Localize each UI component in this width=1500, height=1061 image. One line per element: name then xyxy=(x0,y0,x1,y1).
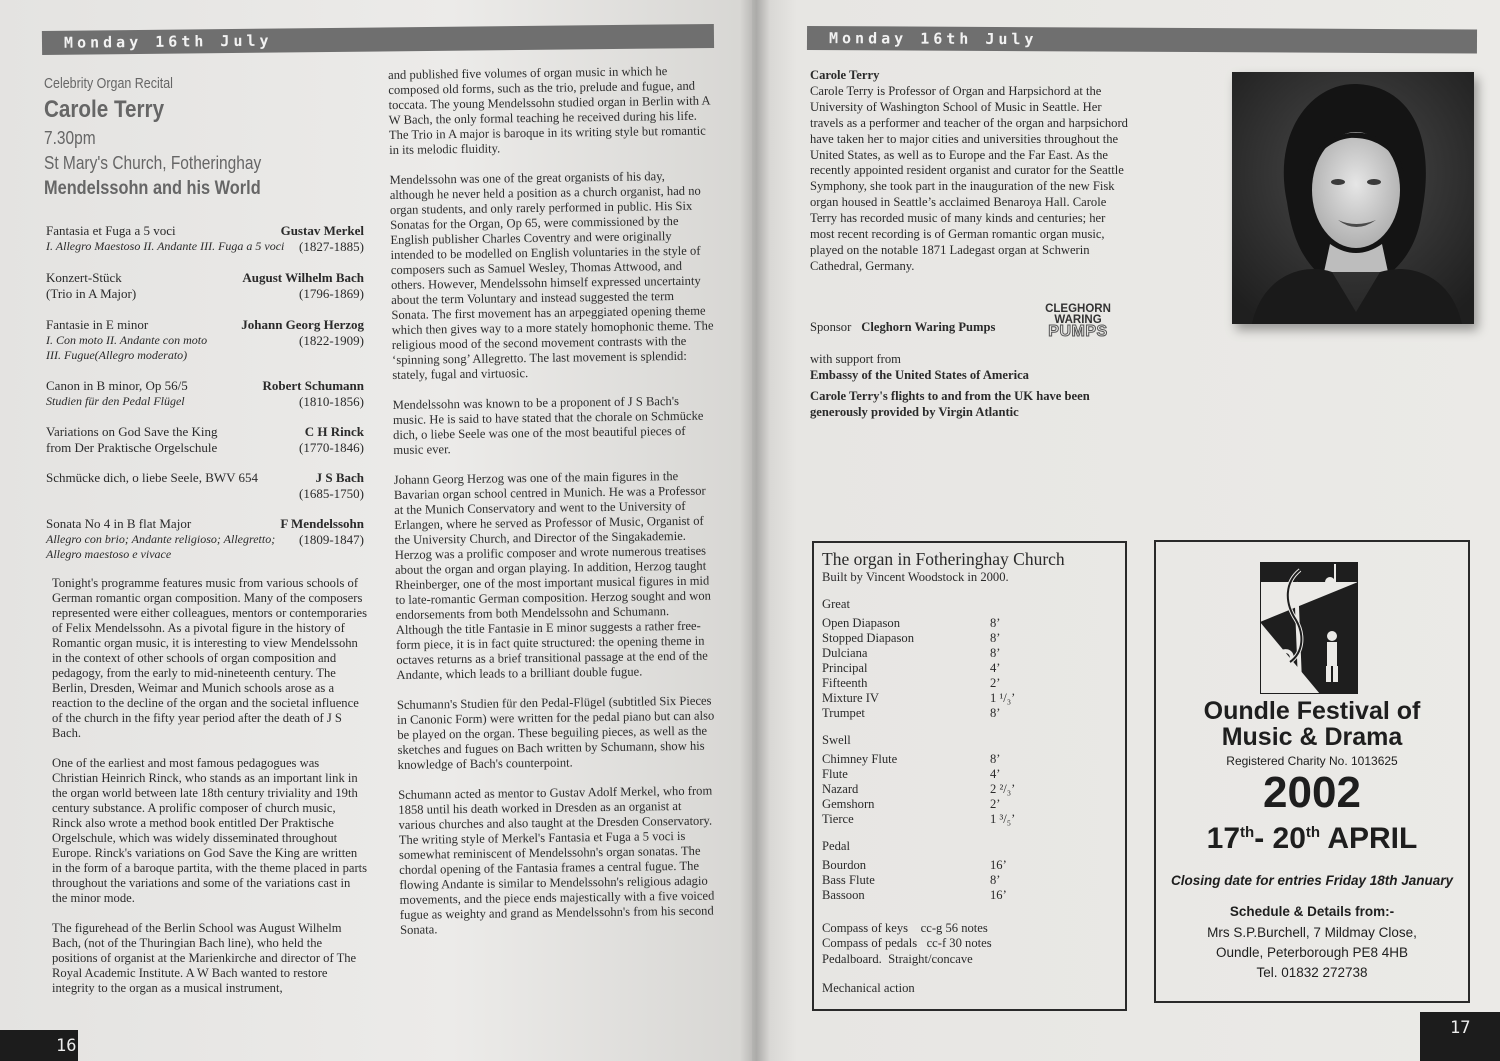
logo-text: WARING xyxy=(1054,314,1102,326)
organ-stop: Bassoon 16’ xyxy=(822,888,1007,902)
organ-title: The organ in Fotheringhay Church xyxy=(822,549,1065,569)
festival-advert xyxy=(1154,540,1470,1003)
organ-division-pedal: Pedal xyxy=(822,839,850,853)
composer-years: (1796-1869) xyxy=(299,285,364,301)
recital-theme: Mendelssohn and his World xyxy=(44,178,261,199)
portrait-image xyxy=(1232,72,1474,324)
logo-text: CLEGHORN xyxy=(1045,303,1111,315)
support-credits xyxy=(810,352,1150,420)
recital-venue: St Mary's Church, Fotheringhay xyxy=(44,153,262,173)
organ-stop: Bourdon 16’ xyxy=(822,858,1007,872)
charity-number: Registered Charity No. 1013625 xyxy=(1226,754,1398,768)
composer-years: (1770-1846) xyxy=(299,439,364,455)
recital-title-block xyxy=(44,76,328,200)
work-title: Canon in B minor, Op 56/5 xyxy=(46,378,188,393)
organ-action: Mechanical action xyxy=(822,980,915,995)
address-line: Oundle, Peterborough PE8 4HB xyxy=(1215,945,1409,960)
organ-stop: Flute 4’ xyxy=(822,767,1001,781)
composer-years: (1685-1750) xyxy=(299,485,364,501)
work-title: Schmücke dich, o liebe Seele, BWV 654 xyxy=(46,470,259,485)
organ-spec-line: Pedalboard. Straight/concave xyxy=(822,951,973,966)
organ-spec-line: Compass of keys cc-g 56 notes xyxy=(822,921,988,935)
logo-text: PUMPS xyxy=(1048,323,1108,340)
composer: C H Rinck xyxy=(304,424,364,439)
organ-stop: Bass Flute 8’ xyxy=(822,873,1001,887)
programme-item xyxy=(46,270,364,301)
page-number-left: 16 xyxy=(0,1030,78,1061)
festival-title-line: Music & Drama xyxy=(1221,723,1403,751)
address-line: Tel. 01832 272738 xyxy=(1256,965,1368,980)
programme-item xyxy=(46,516,364,563)
programme-item xyxy=(46,317,364,364)
organ-stop: Principal 4’ xyxy=(822,661,1001,675)
flights-credit: Carole Terry's flights to and from the UK have been generously provided by Virgin Atlantic xyxy=(810,389,1090,419)
performer-name: Carole Terry xyxy=(44,96,165,123)
organ-builder: Built by Vincent Woodstock in 2000. xyxy=(822,570,1009,584)
movements: III. Fugue(Allegro moderato) xyxy=(46,348,188,362)
work-title: Fantasia et Fuga a 5 voci xyxy=(46,223,176,238)
bio-name: Carole Terry xyxy=(810,68,880,82)
composer: Robert Schumann xyxy=(262,378,364,393)
organ-division-swell: Swell xyxy=(822,733,851,747)
schedule-heading: Schedule & Details from:- xyxy=(1229,904,1395,919)
composer-years: (1810-1856) xyxy=(299,393,364,409)
treble-clef-logo-icon xyxy=(1260,562,1358,694)
organ-stop: Mixture IV 1 ¹/₃’ xyxy=(822,691,1016,705)
work-title: Sonata No 4 in B flat Major xyxy=(46,516,192,531)
work-subtitle: from Der Praktische Orgelschule xyxy=(46,439,218,455)
performer-bio xyxy=(810,68,1130,275)
work-title: Variations on God Save the King xyxy=(46,424,218,439)
work-subtitle: Studien für den Pedal Flügel xyxy=(46,393,185,408)
movements: I. Allegro Maestoso II. Andante III. Fuga a 5 voci xyxy=(46,238,285,253)
essay-paragraph: One of the earliest and most famous pedagogues was Christian Heinrich Rinck, who stands as an important link in the organ world between late 18th century triviality and 19th century substance. A prolific composer of church music, Rinck also wrote a method book entitled Der Praktische Orgelschule, which was widely disseminated throughout Europe. Rinck's variations on God Save the King are written in the form of a baroque partita, with the theme placed in parts throughout the variations and some of the variations cast in the minor mode. xyxy=(52,756,368,905)
book-gutter xyxy=(740,0,770,1061)
left-page-header: Monday 16th July xyxy=(42,24,714,55)
programme-item xyxy=(46,424,364,455)
support-name: Embassy of the United States of America xyxy=(810,367,1029,382)
organ-division-great: Great xyxy=(822,597,850,611)
organ-stop: Stopped Diapason 8’ xyxy=(822,631,1001,645)
essay-paragraph: Schumann acted as mentor to Gustav Adolf Merkel, who from 1858 until his death worked in Dresden as an organist at various churches and also taught at the Dresden Conservatory. The writing style of Merkel's Fantasia et Fuga a 5 voci is somewhat reminiscent of Mendelssohn's organ sonatas. The chordal opening of the Fantasia frames a central fugue. The flowing Andante is similar to Mendelssohn's religious adagio movements, and the piece ends majestically with a five voiced fugue as weighty and grand as Mendelssohn's from his second Sonata. xyxy=(398,783,715,937)
performer-photo xyxy=(1232,72,1474,324)
essay-paragraph: Tonight's programme features music from various schools of German romantic organ composition. Many of the composers represented were either colleagues, mentors or contemporaries of Felix Mendelssohn. As a pivotal figure in the history of Romantic organ music, it is interesting to view Mendelssohn in the context of other schools of organ composition and pedagogy, from the early to mid-nineteenth century. The Berlin, Dresden, Weimar and Munich schools arose as a reaction to the decline of the organ and the societal influence of the church in the fifty year period after the death of J S Bach. xyxy=(52,576,368,740)
essay-column-1 xyxy=(52,576,368,1011)
organ-stop: Gemshorn 2’ xyxy=(822,797,1001,811)
recital-time: 7.30pm xyxy=(44,128,96,148)
festival-dates: 17th- 20th APRIL xyxy=(1206,822,1418,855)
sponsor-name: Cleghorn Waring Pumps xyxy=(861,320,996,334)
address-line: Mrs S.P.Burchell, 7 Mildmay Close, xyxy=(1207,925,1417,940)
essay-paragraph: The figurehead of the Berlin School was August Wilhelm Bach, (not of the Thuringian Bach line), who held the positions of organist at the Marienkirche and director of The Royal Academic Institute. A W Bach wanted to restore integrity to the organ as a musical instrument, xyxy=(52,921,357,995)
composer-years: (1822-1909) xyxy=(299,332,364,348)
bio-text: Carole Terry is Professor of Organ and Harpsichord at the University of Washington School of Music in Seattle. Her travels as a performer and teacher of the organ and harpsichord have taken her to major cities and universities throughout the United States, as well as to Europe and the Far East. As the recently appointed resident organist and curator for the Seattle Symphony, she took part in the inauguration of the new Fisk organ housed in Seattle’s acclaimed Benaroya Hall. Carole Terry has recorded music of many kinds and centuries; her most recent recording is of German romantic organ music, played on the notable 1871 Ladegast organ at Schwerin Cathedral, Germany. xyxy=(810,83,1128,273)
movements: I. Con moto II. Andante con moto xyxy=(46,332,208,347)
organ-stop: Nazard 2 ²/₃’ xyxy=(822,782,1016,796)
composer: Gustav Merkel xyxy=(280,223,364,238)
movements: Allegro maestoso e vivace xyxy=(46,547,172,561)
essay-paragraph: Schumann's Studien für den Pedal-Flügel (subtitled Six Pieces in Canonic Form) were written for the pedal piano but can also be played on the organ. These beguiling pieces, as well as the sketches and fugues on Bach written by Schumann, show his knowledge of Bach's counterpoint. xyxy=(396,693,715,772)
essay-paragraph: Mendelssohn was one of the great organists of his day, although he never held a position as a church organist, had no organ students, and only rarely performed in public. His Six Sonatas for the Organ, Op 65, were commissioned by the English publisher Charles Coventry and were originally intended to be modelled on English voluntaries in the style of composers such as Samuel Wesley, Thomas Attwood, and others. However, Mendelssohn himself expressed uncertainty about the term Voluntary and instead suggested the term Sonata. The first movement has an arpeggiated opening theme which then gives way to a more stately homophonic theme. The religious mood of the second movement contrasts with the ‘spinning song’ Allegretto. The last movement is splendid: stately, fugal and virtuosic. xyxy=(389,169,714,382)
recital-subtitle: Celebrity Organ Recital xyxy=(44,76,173,92)
organ-stop: Tierce 1 ³/₅’ xyxy=(822,812,1016,826)
movements: Allegro con brio; Andante religioso; Allegretto; xyxy=(46,531,276,546)
work-subtitle: (Trio in A Major) xyxy=(46,285,137,301)
composer-years: (1809-1847) xyxy=(299,531,364,547)
page-number-right: 17 xyxy=(1420,1012,1500,1061)
cleghorn-waring-logo xyxy=(1040,303,1116,340)
support-intro: with support from xyxy=(810,352,901,366)
organ-spec-line: Compass of pedals cc-f 30 notes xyxy=(822,936,992,951)
composer: F Mendelssohn xyxy=(280,516,364,531)
organ-stop: Dulciana 8’ xyxy=(822,646,1001,660)
festival-title-line: Oundle Festival of xyxy=(1203,697,1421,725)
work-title: Konzert-Stück xyxy=(46,270,122,285)
programme-item xyxy=(46,378,364,409)
organ-specs xyxy=(822,921,1117,967)
essay-paragraph: Johann Georg Herzog was one of the main figures in the Bavarian organ school centred in Munich. He was a Professor at the Munich Conservatory and went to the University of Erlangen, where he served as Professor of Music, Organist of the University Church, and Director of the Singakademie. Herzog was a prolific composer and wrote numerous treatises about the organ and organ playing. In addition, Herzog taught Rheinberger, one of the most important musical figures in mid to late-romantic German composition. Herzog sought and won endorsements from both Mendelssohn and Schumann. Although the title Fantasie in E minor suggests a rather free-form piece, it is in fact quite structured: the opening theme in octaves returns as a brief transitional passage at the end of the Andante, which leads to a brilliant double fugue. xyxy=(393,468,711,682)
organ-spec-box xyxy=(812,541,1127,1011)
work-title: Fantasie in E minor xyxy=(46,317,149,332)
organ-stop: Fifteenth 2’ xyxy=(822,676,1001,690)
programme-item xyxy=(46,223,364,254)
composer: J S Bach xyxy=(315,470,364,485)
composer: Johann Georg Herzog xyxy=(241,317,364,332)
composer-years: (1827-1885) xyxy=(299,238,364,254)
closing-date: Closing date for entries Friday 18th January xyxy=(1170,873,1454,888)
organ-stop: Trumpet 8’ xyxy=(822,706,1001,720)
organ-stop: Open Diapason 8’ xyxy=(822,616,1001,630)
festival-title xyxy=(1156,698,1468,750)
composer: August Wilhelm Bach xyxy=(242,270,364,285)
right-page xyxy=(752,0,1500,1061)
contact-address xyxy=(1156,923,1468,983)
programme-item xyxy=(46,470,364,501)
festival-year: 2002 xyxy=(1263,768,1361,817)
right-page-header: Monday 16th July xyxy=(807,26,1477,54)
essay-paragraph: and published five volumes of organ music in which he composed old forms, such as the trio, prelude and fugue, and toccata. The young Mendelssohn studied organ in Berlin with A W Bach, the only formal teaching he received during his life. The Trio in A major is baroque in its writing style but romantic in its melodic fluidity. xyxy=(388,64,710,157)
sponsor-label: Sponsor xyxy=(810,320,852,334)
essay-paragraph: Mendelssohn was known to be a proponent of J S Bach's music. He is said to have stated that the chorale on Schmücke dich, o liebe Seele was one of the most beautiful pieces of music ever. xyxy=(392,393,704,457)
organ-stop: Chimney Flute 8’ xyxy=(822,752,1001,766)
essay-column-2 xyxy=(388,64,722,953)
